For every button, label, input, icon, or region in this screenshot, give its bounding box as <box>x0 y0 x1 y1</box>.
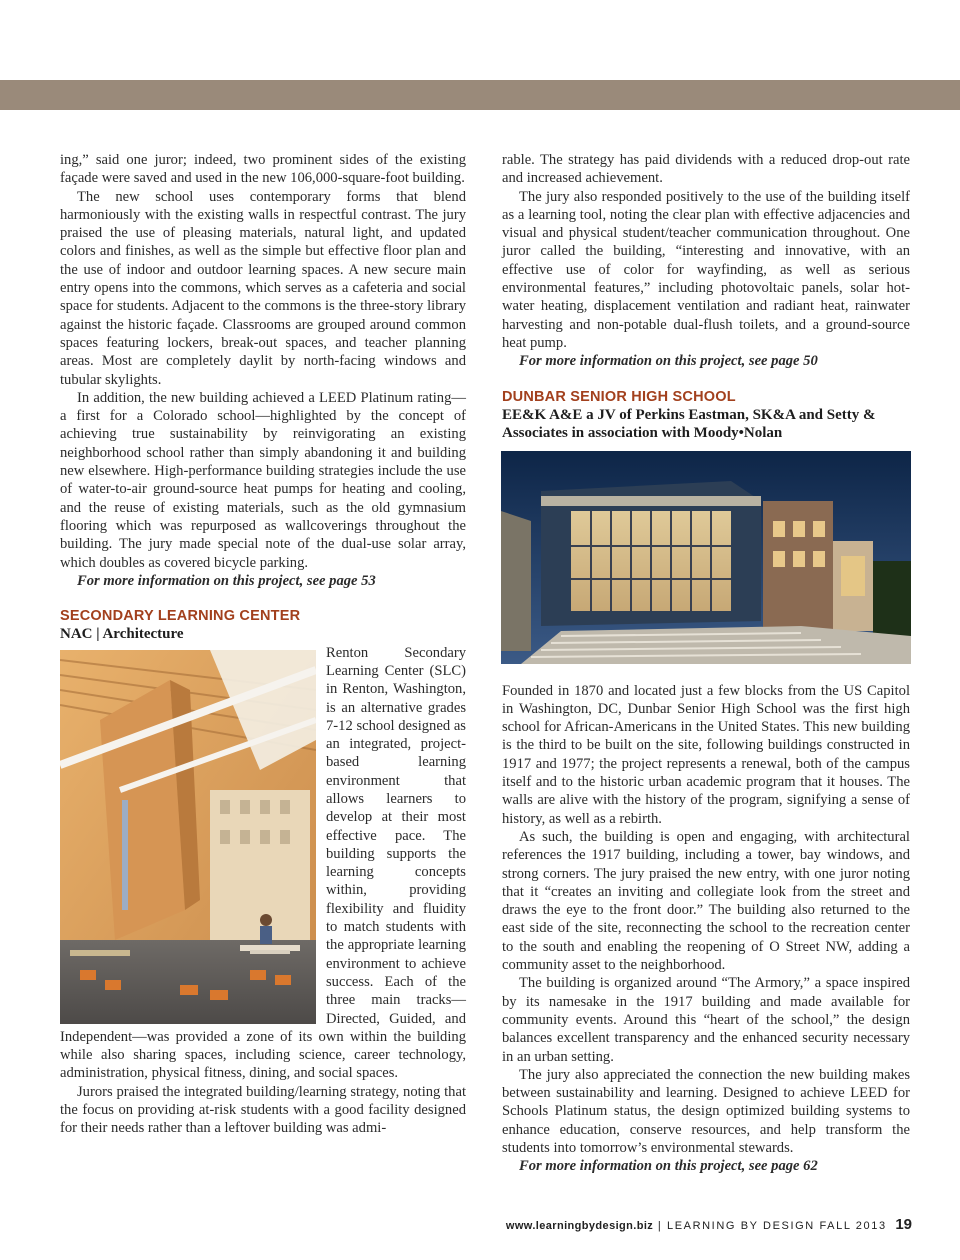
slc-interior-photo <box>60 650 316 1024</box>
left-paragraph-4: Renton Secondary Learning Center (SLC) in Renton, Washington, is an alternative grades 7-12 school designed as an integrated, project-based learning environment that allows learners to develop at their most effective pace. The building supports the learning concepts within, providing flexibility and fluidity to match students with the appropriate learning environment to achieve success. Each of the three main tracks—Directed, Guided, and Independent—was provided a zone of its own within the building while also sharing spaces, including science, career technology, administration, physical fitness, dining, and social spaces. <box>60 644 466 1082</box>
footer-magazine-title: LEARNING BY DESIGN FALL 2013 <box>667 1220 887 1232</box>
section-subtitle-dunbar-architects: EE&K A&E a JV of Perkins Eastman, SK&A and Setty & Associates in association with Moody•Nolan <box>502 406 876 442</box>
left-paragraph-2: The new school uses contemporary forms that blend harmoniously with the existing walls in respectful contrast. The jury praised the use of pleasing materials, natural light, and updated colors and finishes, as well as the simple but effective floor plan and the use of indoor and outdoor learning spaces. A new secure main entry opens into the commons, which serves as a cafeteria and social space for students. Adjacent to the commons is the three-story library against the historic façade. Classrooms are grouped around common spaces featuring lockers, break-out spaces, and teacher planning areas. Most are completely daylit by north-facing windows and tubular skylights. <box>60 188 466 388</box>
more-info-link-slc[interactable]: For more information on this project, see page 50 <box>519 353 818 370</box>
right-paragraph-4: As such, the building is open and engaging, with architectural references the 1917 building, including a tower, bay windows, and strong corners. The jury praised the new entry, with one juror noting that it “creates an inviting and collegiate look from the street and draws the eye to the front door.” The building also returned to the east side of the site, reconnecting the school to the recreation center to the south and enabling the reopening of O Street NW, adding a community asset to the neighborhood. <box>502 828 910 974</box>
page-footer <box>506 1216 912 1233</box>
section-title-dunbar: DUNBAR SENIOR HIGH SCHOOL <box>502 388 736 405</box>
right-column <box>502 151 910 1176</box>
section-subtitle-nac-architecture: NAC | Architecture <box>60 626 184 643</box>
right-paragraph-6: The jury also appreciated the connection the new building makes between sustainability and learning. Designed to achieve LEED for Schools Platinum status, the design optimized building systems to enhance education, conserve resources, and help transform the students into tomorrow’s environmental stewards. <box>502 1066 910 1156</box>
footer-website-link[interactable]: www.learningbydesign.biz <box>505 1220 654 1232</box>
more-info-link-dunbar[interactable]: For more information on this project, see page 62 <box>519 1158 818 1175</box>
more-info-link-slc-prev[interactable]: For more information on this project, see page 53 <box>77 572 376 589</box>
left-paragraph-5: Jurors praised the integrated building/learning strategy, noting that the focus on providing at-risk students with a good facility designed for their needs rather than a leftover building was admi- <box>60 1083 466 1137</box>
left-paragraph-1: ing,” said one juror; indeed, two prominent sides of the existing façade were saved and used in the new 106,000-square-foot building. <box>60 152 466 187</box>
right-paragraph-5: The building is organized around “The Armory,” a space inspired by its namesake in the 1917 building and made available for community events. Around this “heart of the school,” the design balances excellent transparency and the enhanced security necessary in an urban setting. <box>502 975 910 1065</box>
right-paragraph-2: The jury also responded positively to the use of the building itself as a learning tool, noting the clear plan with effective adjacencies and visual and physical student/teacher communication throughout. One juror called the building, “interesting and innovative, with an effective use of color for wayfinding, as well as serious environmental features,” including photovoltaic panels, solar hot-water heating, displacement ventilation and radiant heat, rainwater harvesting and non-potable dual-flush toilets, and a ground-source heat pump. <box>502 188 910 351</box>
slc-photo-illustration <box>60 650 316 1024</box>
dunbar-exterior-photo <box>501 451 911 664</box>
right-paragraph-1: rable. The strategy has paid dividends with a reduced drop-out rate and increased achievement. <box>502 152 910 187</box>
left-paragraph-3: In addition, the new building achieved a LEED Platinum rating—a first for a Colorado school—highlighted by the concept of achieving true sustainability by reinvigorating an existing neighborhood school rather than simply abandoning it and building new elsewhere. High-performance building strategies include the use of water-to-air ground-source heat pumps for heating and cooling, and the reuse of existing materials, such as the old gymnasium flooring which was repurposed as wallcoverings throughout the building. The jury made special note of the dual-use solar array, which doubles as covered bicycle parking. <box>60 389 466 571</box>
header-color-band <box>0 80 960 110</box>
dunbar-photo-illustration <box>501 451 911 664</box>
footer-separator: | <box>657 1220 663 1232</box>
section-title-secondary-learning-center: SECONDARY LEARNING CENTER <box>60 608 301 625</box>
page-number: 19 <box>895 1216 912 1233</box>
right-paragraph-3: Founded in 1870 and located just a few blocks from the US Capitol in Washington, DC, Dunbar Senior High School was the first high school for African-Americans in the United States. This new building is the third to be built on the site, following buildings constructed in 1917 and 1977; the project represents a renewal, both of the campus itself and to the historic urban academic program that it houses. The walls are alive with the history of the program, signifying a sense of history, as well as a rebirth. <box>502 682 910 827</box>
left-column <box>60 151 466 1138</box>
